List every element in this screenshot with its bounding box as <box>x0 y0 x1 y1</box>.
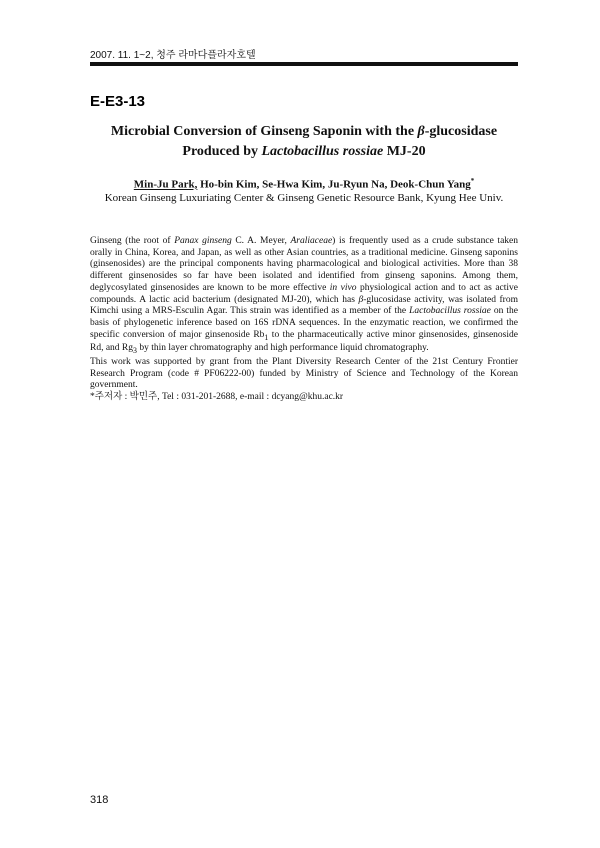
abstract-body <box>90 236 518 404</box>
abstract-paragraph <box>90 236 518 357</box>
paper-title <box>90 122 518 162</box>
title-part1: Microbial Conversion of Ginseng Saponin with the <box>110 124 418 139</box>
in-vivo-term: in vivo <box>329 282 357 293</box>
page-number: 318 <box>90 794 109 806</box>
text-run: by thin layer chromatography and high performance liquid chromatography. <box>136 343 429 354</box>
corresponding-mark: * <box>470 177 475 185</box>
beta-symbol: β <box>358 294 364 305</box>
text-run: C. A. Meyer, <box>231 236 291 246</box>
presenting-author: Min-Ju Park, <box>133 178 198 191</box>
co-authors: Ho-bin Kim, Se-Hwa Kim, Ju-Ryun Na, Deok-Chun Yang <box>197 178 471 191</box>
header-rule <box>90 62 518 66</box>
genus-name: Lactobacillus rossiae <box>409 306 491 317</box>
contact-info: *주저자 : 박민주, Tel : 031-201-2688, e-mail : dcyang@khu.ac.kr <box>90 391 344 402</box>
conference-header: 2007. 11. 1~2, 청주 라마다플라자호텔 <box>90 50 256 61</box>
text-run: -glucosidase activity, was isolated from Kimchi using a MRS-Esculin Agar. This strain was identified as a member of the <box>90 294 518 317</box>
family-name: Araliaceae <box>290 236 333 246</box>
text-run: Ginseng (the root of <box>90 236 175 246</box>
subscript: 1 <box>264 332 269 342</box>
text-run: to the pharmaceutically active minor ginsenosides, ginsenoside Rd, and Rg <box>90 329 518 354</box>
title-part3: Produced by <box>182 144 262 159</box>
text-run: on the basis of phylogenetic inference based on 16S rDNA sequences. In the enzymatic reaction, we confirmed the specific conversion of major ginsenoside Rb <box>90 306 518 340</box>
text-run: physiological action and to act as active compounds. A lactic acid bacterium (designated MJ-20), which has <box>90 282 519 305</box>
title-strain: MJ-20 <box>383 144 426 159</box>
funding-note: This work was supported by grant from the Plant Diversity Research Center of the 21st Century Frontier Research Program (code # PF06222-00) funded by Ministry of Science and Technology of the Korean government. <box>90 356 518 391</box>
title-organism: Lactobacillus rossiae <box>261 144 384 159</box>
title-part2: -glucosidase <box>424 124 498 139</box>
species-name: Panax ginseng <box>174 236 232 246</box>
text-run: ) is frequently used as a crude substance taken orally in China, Korea, and Japan, as well as other Asian countries, as a traditional medicine. Ginseng saponins (ginsenosides) are the principal components having pharmacological and biological activities. More than 38 different ginsenosides so far have been isolated and identified from ginseng saponins. Among them, deglycosylated ginsenosides are known to be more effective <box>90 236 518 293</box>
subscript: 3 <box>133 346 137 356</box>
abstract-id: E-E3-13 <box>90 93 146 110</box>
affiliation: Korean Ginseng Luxuriating Center & Ginseng Genetic Resource Bank, Kyung Hee Univ. <box>104 192 504 204</box>
title-beta: β <box>417 124 425 139</box>
